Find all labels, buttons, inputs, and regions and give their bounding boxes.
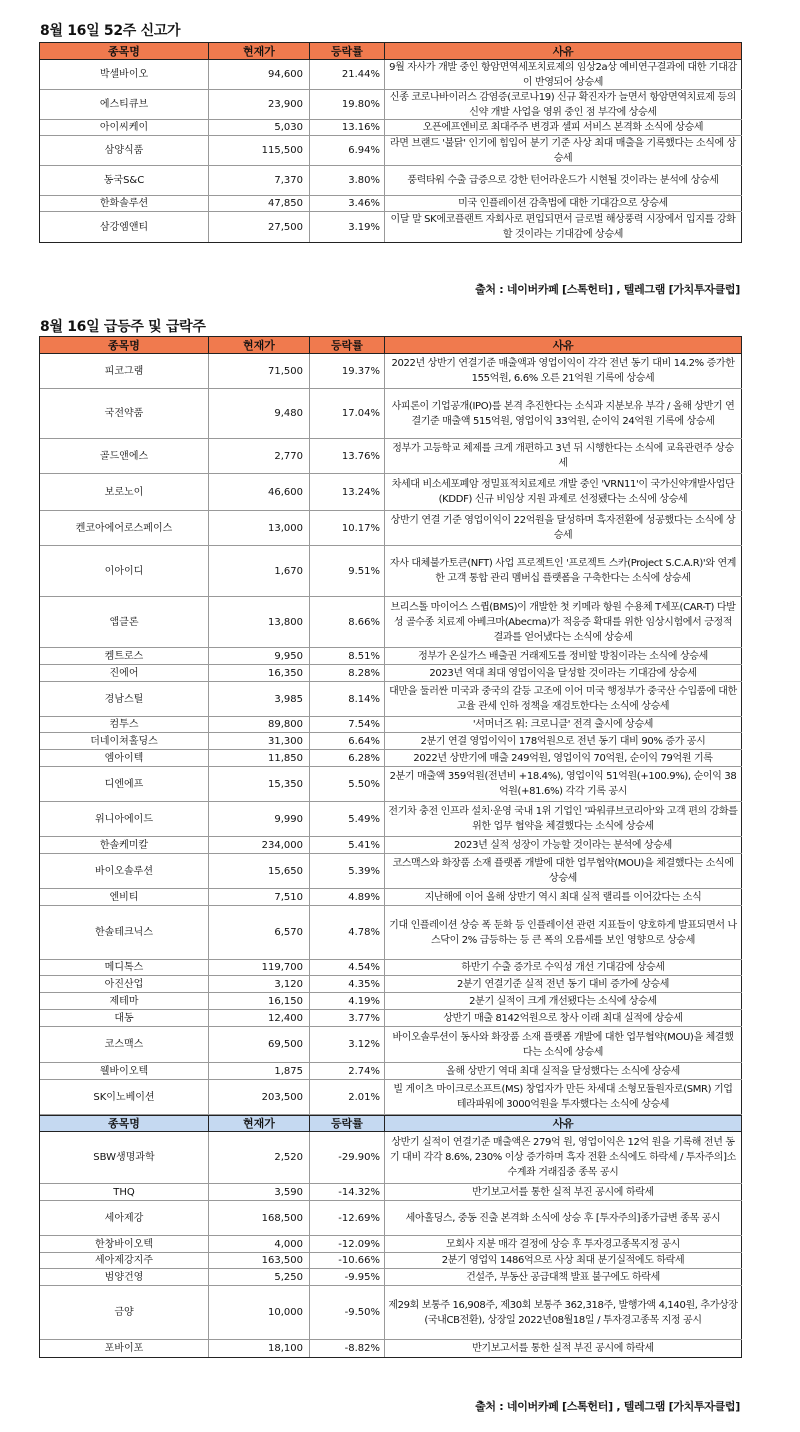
reason-text: 바이오솔루션이 동사와 화장품 소재 플랫폼 개발에 대한 업무협약(MOU)을 체결했다는 소식에 상승세 — [385, 1027, 742, 1062]
table-row — [40, 1027, 742, 1063]
change-rate: -29.90% — [310, 1132, 385, 1183]
current-price: 3,985 — [209, 682, 310, 716]
current-price: 4,000 — [209, 1236, 310, 1252]
reason-text: 정부가 온실가스 배출권 거래제도를 정비할 방침이라는 소식에 상승세 — [385, 648, 742, 664]
change-rate: -12.09% — [310, 1236, 385, 1252]
table-row — [40, 136, 742, 166]
reason-text: 신종 코로나바이러스 감염증(코로나19) 신규 확진자가 늘면서 항암면역치료제 등의 신약 개발 사업을 영위 중인 점 부각에 상승세 — [385, 90, 742, 119]
stock-name: 경남스틸 — [40, 682, 209, 716]
change-rate: 8.14% — [310, 682, 385, 716]
header-reason: 사유 — [385, 43, 742, 59]
table-row — [40, 717, 742, 733]
header-change: 등락률 — [310, 337, 385, 353]
stock-name: 아진산업 — [40, 976, 209, 992]
change-rate: 21.44% — [310, 60, 385, 89]
table-row — [40, 474, 742, 511]
change-rate: 3.77% — [310, 1010, 385, 1026]
stock-name: SK이노베이션 — [40, 1080, 209, 1114]
current-price: 5,030 — [209, 120, 310, 135]
header-name: 종목명 — [40, 337, 209, 353]
change-rate: 2.74% — [310, 1063, 385, 1079]
change-rate: -10.66% — [310, 1253, 385, 1268]
change-rate: 6.94% — [310, 136, 385, 165]
stock-name: 이아이디 — [40, 546, 209, 596]
current-price: 203,500 — [209, 1080, 310, 1114]
stock-name: 보로노이 — [40, 474, 209, 510]
current-price: 7,510 — [209, 889, 310, 905]
header-change: 등락률 — [310, 43, 385, 59]
reason-text: 정부가 고등학교 체제를 크게 개편하고 3년 뒤 시행한다는 소식에 교육관련주 상승세 — [385, 439, 742, 473]
change-rate: 8.51% — [310, 648, 385, 664]
current-price: 69,500 — [209, 1027, 310, 1062]
current-price: 3,120 — [209, 976, 310, 992]
table-row — [40, 196, 742, 212]
reason-text: 전기차 충전 인프라 설치·운영 국내 1위 기업인 '파워큐브코리아'와 고객 편의 강화를 위한 업무 협약을 체결했다는 소식에 상승세 — [385, 802, 742, 836]
stock-name: 컴투스 — [40, 717, 209, 732]
change-rate: -9.95% — [310, 1269, 385, 1285]
reason-text: 2022년 상반기에 매출 249억원, 영업이익 70억원, 순이익 79억원 기록 — [385, 750, 742, 766]
table-row — [40, 597, 742, 648]
current-price: 13,800 — [209, 597, 310, 647]
table-row — [40, 166, 742, 196]
reason-text: 사피론이 기업공개(IPO)를 본격 추진한다는 소식과 지분보유 부각 / 올해 상반기 연결기준 매출액 515억원, 영업이익 33억원, 순이익 24억원 기록에 상승세 — [385, 389, 742, 438]
stock-name: 한화솔루션 — [40, 196, 209, 211]
current-price: 234,000 — [209, 837, 310, 853]
table-row — [40, 1253, 742, 1269]
new-high-table — [39, 42, 742, 243]
stock-name: SBW생명과학 — [40, 1132, 209, 1183]
current-price: 18,100 — [209, 1340, 310, 1357]
change-rate: 8.28% — [310, 665, 385, 681]
table-row — [40, 960, 742, 976]
current-price: 10,000 — [209, 1286, 310, 1339]
table-header — [40, 337, 742, 354]
change-rate: 5.50% — [310, 767, 385, 801]
change-rate: 7.54% — [310, 717, 385, 732]
header-name: 종목명 — [40, 43, 209, 59]
reason-text: 미국 인플레이션 감축법에 대한 기대감으로 상승세 — [385, 196, 742, 211]
reason-text: 2분기 영업익 1486억으로 사상 최대 분기실적에도 하락세 — [385, 1253, 742, 1268]
change-rate: 6.28% — [310, 750, 385, 766]
table-row — [40, 906, 742, 960]
reason-text: 올해 상반기 역대 최대 실적을 달성했다는 소식에 상승세 — [385, 1063, 742, 1079]
section2-title: 8월 16일 급등주 및 급락주 — [40, 319, 206, 335]
stock-name: 골드앤에스 — [40, 439, 209, 473]
stock-name: 피코그램 — [40, 354, 209, 388]
stock-name: 앱클론 — [40, 597, 209, 647]
current-price: 119,700 — [209, 960, 310, 975]
change-rate: -14.32% — [310, 1184, 385, 1200]
change-rate: -8.82% — [310, 1340, 385, 1357]
header-price: 현재가 — [209, 1116, 310, 1131]
reason-text: 2분기 연결 영업이익이 178억원으로 전년 동기 대비 90% 증가 공시 — [385, 733, 742, 749]
change-rate: 5.39% — [310, 854, 385, 888]
stock-name: 바이오솔루션 — [40, 854, 209, 888]
table-row — [40, 889, 742, 906]
stock-name: 웰바이오텍 — [40, 1063, 209, 1079]
reason-text: 9월 자사가 개발 중인 항암면역세포치료제의 임상2a상 예비연구결과에 대한 기대감이 반영되어 상승세 — [385, 60, 742, 89]
change-rate: 13.76% — [310, 439, 385, 473]
current-price: 6,570 — [209, 906, 310, 959]
current-price: 15,350 — [209, 767, 310, 801]
table-row — [40, 837, 742, 854]
stock-name: 메디톡스 — [40, 960, 209, 975]
table-row — [40, 389, 742, 439]
reason-text: 상반기 연결 기준 영업이익이 22억원을 달성하며 흑자전환에 성공했다는 소식에 상승세 — [385, 511, 742, 545]
reason-text: 자사 대체불가토큰(NFT) 사업 프로젝트인 '프로젝트 스카(Project S.C.A.R)'와 연계한 고객 통합 관리 멤버십 플랫폼을 구축한다는 소식에 상승세 — [385, 546, 742, 596]
table-row — [40, 1080, 742, 1115]
reason-text: 2023년 역대 최대 영업이익을 달성할 것이라는 기대감에 상승세 — [385, 665, 742, 681]
stock-name: 삼강엠앤티 — [40, 212, 209, 242]
section2-source: 출처 : 네이버카페 [스톡헌터] , 텔레그램 [가치투자클럽] — [475, 1400, 740, 1413]
table-header — [40, 43, 742, 60]
table-row — [40, 439, 742, 474]
reason-text: 2022년 상반기 연결기준 매출액과 영업이익이 각각 전년 동기 대비 14.2% 증가한 155억원, 6.6% 오른 21억원 기록에 상승세 — [385, 354, 742, 388]
change-rate: 9.51% — [310, 546, 385, 596]
table-row — [40, 354, 742, 389]
change-rate: 4.19% — [310, 993, 385, 1009]
reason-text: 코스맥스와 화장품 소재 플랫폼 개발에 대한 업무협약(MOU)을 체결했다는 소식에 상승세 — [385, 854, 742, 888]
stock-name: 켐트로스 — [40, 648, 209, 664]
change-rate: 13.16% — [310, 120, 385, 135]
current-price: 47,850 — [209, 196, 310, 211]
current-price: 9,480 — [209, 389, 310, 438]
change-rate: 4.89% — [310, 889, 385, 905]
table-row — [40, 1010, 742, 1027]
stock-name: 더네이쳐홀딩스 — [40, 733, 209, 749]
table-row — [40, 993, 742, 1010]
table-row — [40, 212, 742, 243]
current-price: 71,500 — [209, 354, 310, 388]
table-row — [40, 1236, 742, 1253]
table-row — [40, 854, 742, 889]
change-rate: 4.54% — [310, 960, 385, 975]
change-rate: -12.69% — [310, 1201, 385, 1235]
stock-name: 대동 — [40, 1010, 209, 1026]
reason-text: 이달 말 SK에코플랜트 자회사로 편입되면서 글로벌 해상풍력 시장에서 입지를 강화할 것이라는 기대감에 상승세 — [385, 212, 742, 242]
current-price: 16,150 — [209, 993, 310, 1009]
reason-text: 라면 브랜드 '불닭' 인기에 힘입어 분기 기준 사상 최대 매출을 기록했다는 소식에 상승세 — [385, 136, 742, 165]
reason-text: 건설주, 부동산 공급대책 발표 불구에도 하락세 — [385, 1269, 742, 1285]
current-price: 168,500 — [209, 1201, 310, 1235]
stock-name: 아이씨케이 — [40, 120, 209, 135]
table-row — [40, 1063, 742, 1080]
stock-name: 금양 — [40, 1286, 209, 1339]
change-rate: 19.80% — [310, 90, 385, 119]
header-reason: 사유 — [385, 1116, 742, 1131]
table-row — [40, 90, 742, 120]
header-price: 현재가 — [209, 43, 310, 59]
table-row — [40, 802, 742, 837]
table-row — [40, 750, 742, 767]
reason-text: 세아홀딩스, 중동 진출 본격화 소식에 상승 후 [투자주의]종가급변 종목 공시 — [385, 1201, 742, 1235]
stock-name: THQ — [40, 1184, 209, 1200]
stock-name: 제테마 — [40, 993, 209, 1009]
stock-name: 위니아에이드 — [40, 802, 209, 836]
stock-name: 삼양식품 — [40, 136, 209, 165]
reason-text: 오픈에프엔비로 최대주주 변경과 셀피 서비스 본격화 소식에 상승세 — [385, 120, 742, 135]
change-rate: 3.19% — [310, 212, 385, 242]
table-row — [40, 733, 742, 750]
current-price: 163,500 — [209, 1253, 310, 1268]
current-price: 15,650 — [209, 854, 310, 888]
section1-source: 출처 : 네이버카페 [스톡헌터] , 텔레그램 [가치투자클럽] — [475, 283, 740, 296]
reason-text: 상반기 실적이 연결기준 매출액은 279억 원, 영업이익은 12억 원을 기록해 전년 동기 대비 각각 8.6%, 230% 이상 증가하며 흑자 전환 소식에도 하락세 / 투자주의]소수계좌 거래집중 종목 공시 — [385, 1132, 742, 1183]
reason-text: '서머너즈 워: 크로니클' 전격 출시에 상승세 — [385, 717, 742, 732]
table-row — [40, 546, 742, 597]
current-price: 16,350 — [209, 665, 310, 681]
change-rate: 5.49% — [310, 802, 385, 836]
stock-name: 세아제강지주 — [40, 1253, 209, 1268]
current-price: 9,990 — [209, 802, 310, 836]
change-rate: 2.01% — [310, 1080, 385, 1114]
table-row — [40, 1286, 742, 1340]
reason-text: 브리스톨 마이어스 스큅(BMS)이 개발한 첫 키메라 항원 수용체 T세포(CAR-T) 다발성 골수종 치료제 아베크마(Abecma)가 적응증 확대를 위한 임상시험에서 긍정적 결과를 얻어냈다는 소식에 상승세 — [385, 597, 742, 647]
table-header-down — [40, 1115, 742, 1132]
current-price: 11,850 — [209, 750, 310, 766]
header-price: 현재가 — [209, 337, 310, 353]
reason-text: 지난해에 이어 올해 상반기 역시 최대 실적 랠리를 이어갔다는 소식 — [385, 889, 742, 905]
current-price: 1,875 — [209, 1063, 310, 1079]
reason-text: 2분기 연결기준 실적 전년 동기 대비 증가에 상승세 — [385, 976, 742, 992]
current-price: 3,590 — [209, 1184, 310, 1200]
reason-text: 제29회 보통주 16,908주, 제30회 보통주 362,318주, 발행가액 4,140원, 추가상장(국내CB전환), 상장일 2022년08월18일 / 투자경고종목 지정 공시 — [385, 1286, 742, 1339]
reason-text: 반기보고서를 통한 실적 부진 공시에 하락세 — [385, 1184, 742, 1200]
stock-name: 켄코아에어로스페이스 — [40, 511, 209, 545]
change-rate: 3.12% — [310, 1027, 385, 1062]
table-row — [40, 976, 742, 993]
change-rate: 13.24% — [310, 474, 385, 510]
current-price: 2,770 — [209, 439, 310, 473]
table-row — [40, 60, 742, 90]
change-rate: 5.41% — [310, 837, 385, 853]
current-price: 23,900 — [209, 90, 310, 119]
table-row — [40, 1269, 742, 1286]
reason-text: 2분기 매출액 359억원(전년비 +18.4%), 영업이익 51억원(+100.9%), 순이익 38억원(+81.6%) 각각 기록 공시 — [385, 767, 742, 801]
current-price: 5,250 — [209, 1269, 310, 1285]
change-rate: 3.80% — [310, 166, 385, 195]
current-price: 13,000 — [209, 511, 310, 545]
current-price: 89,800 — [209, 717, 310, 732]
table-row — [40, 1132, 742, 1184]
stock-name: 범양건영 — [40, 1269, 209, 1285]
reason-text: 풍력타워 수출 급증으로 강한 턴어라운드가 시현될 것이라는 분석에 상승세 — [385, 166, 742, 195]
change-rate: 8.66% — [310, 597, 385, 647]
table-row — [40, 1340, 742, 1358]
reason-text: 빌 게이츠 마이크로소프트(MS) 창업자가 만든 차세대 소형모듈원자로(SMR) 기업 테라파워에 3000억원을 투자했다는 소식에 상승세 — [385, 1080, 742, 1114]
change-rate: 19.37% — [310, 354, 385, 388]
table-row — [40, 120, 742, 136]
change-rate: 3.46% — [310, 196, 385, 211]
stock-name: 포바이포 — [40, 1340, 209, 1357]
change-rate: 4.78% — [310, 906, 385, 959]
table-row — [40, 767, 742, 802]
current-price: 115,500 — [209, 136, 310, 165]
header-change: 등락률 — [310, 1116, 385, 1131]
current-price: 94,600 — [209, 60, 310, 89]
stock-name: 엠아이텍 — [40, 750, 209, 766]
current-price: 2,520 — [209, 1132, 310, 1183]
stock-name: 진에어 — [40, 665, 209, 681]
stock-name: 동국S&C — [40, 166, 209, 195]
header-name: 종목명 — [40, 1116, 209, 1131]
stock-name: 코스맥스 — [40, 1027, 209, 1062]
table-row — [40, 1184, 742, 1201]
current-price: 1,670 — [209, 546, 310, 596]
reason-text: 2023년 실적 성장이 가능할 것이라는 분석에 상승세 — [385, 837, 742, 853]
section1-title: 8월 16일 52주 신고가 — [40, 23, 181, 39]
current-price: 7,370 — [209, 166, 310, 195]
stock-name: 한솔케미칼 — [40, 837, 209, 853]
reason-text: 차세대 비소세포폐암 정밀표적치료제로 개발 중인 'VRN11'이 국가신약개발사업단(KDDF) 신규 비임상 지원 과제로 선정됐다는 소식에 상승세 — [385, 474, 742, 510]
stock-name: 엔비티 — [40, 889, 209, 905]
reason-text: 하반기 수출 증가로 수익성 개선 기대감에 상승세 — [385, 960, 742, 975]
stock-name: 디엔에프 — [40, 767, 209, 801]
change-rate: 6.64% — [310, 733, 385, 749]
surge-plunge-table — [39, 336, 742, 1358]
stock-name: 에스티큐브 — [40, 90, 209, 119]
table-row — [40, 648, 742, 665]
header-reason: 사유 — [385, 337, 742, 353]
change-rate: 17.04% — [310, 389, 385, 438]
stock-name: 박셀바이오 — [40, 60, 209, 89]
table-row — [40, 665, 742, 682]
table-row — [40, 1201, 742, 1236]
reason-text: 대만을 둘러싼 미국과 중국의 갈등 고조에 이어 미국 행정부가 중국산 수입품에 대한 고율 관세 인하 정책을 재검토한다는 소식에 상승세 — [385, 682, 742, 716]
current-price: 31,300 — [209, 733, 310, 749]
change-rate: -9.50% — [310, 1286, 385, 1339]
reason-text: 2분기 실적이 크게 개선됐다는 소식에 상승세 — [385, 993, 742, 1009]
change-rate: 4.35% — [310, 976, 385, 992]
table-row — [40, 682, 742, 717]
stock-name: 한창바이오텍 — [40, 1236, 209, 1252]
reason-text: 기대 인플레이션 상승 폭 둔화 등 인플레이션 관련 지표들이 양호하게 발표되면서 나스닥이 2% 급등하는 등 큰 폭의 오름세를 보인 영향으로 상승세 — [385, 906, 742, 959]
change-rate: 10.17% — [310, 511, 385, 545]
reason-text: 상반기 매출 8142억원으로 창사 이래 최대 실적에 상승세 — [385, 1010, 742, 1026]
stock-name: 국전약품 — [40, 389, 209, 438]
current-price: 46,600 — [209, 474, 310, 510]
stock-name: 세아제강 — [40, 1201, 209, 1235]
table-row — [40, 511, 742, 546]
current-price: 9,950 — [209, 648, 310, 664]
current-price: 12,400 — [209, 1010, 310, 1026]
stock-name: 한솔테크닉스 — [40, 906, 209, 959]
reason-text: 반기보고서를 통한 실적 부진 공시에 하락세 — [385, 1340, 742, 1357]
current-price: 27,500 — [209, 212, 310, 242]
reason-text: 모회사 지분 매각 결정에 상승 후 투자경고종목지정 공시 — [385, 1236, 742, 1252]
